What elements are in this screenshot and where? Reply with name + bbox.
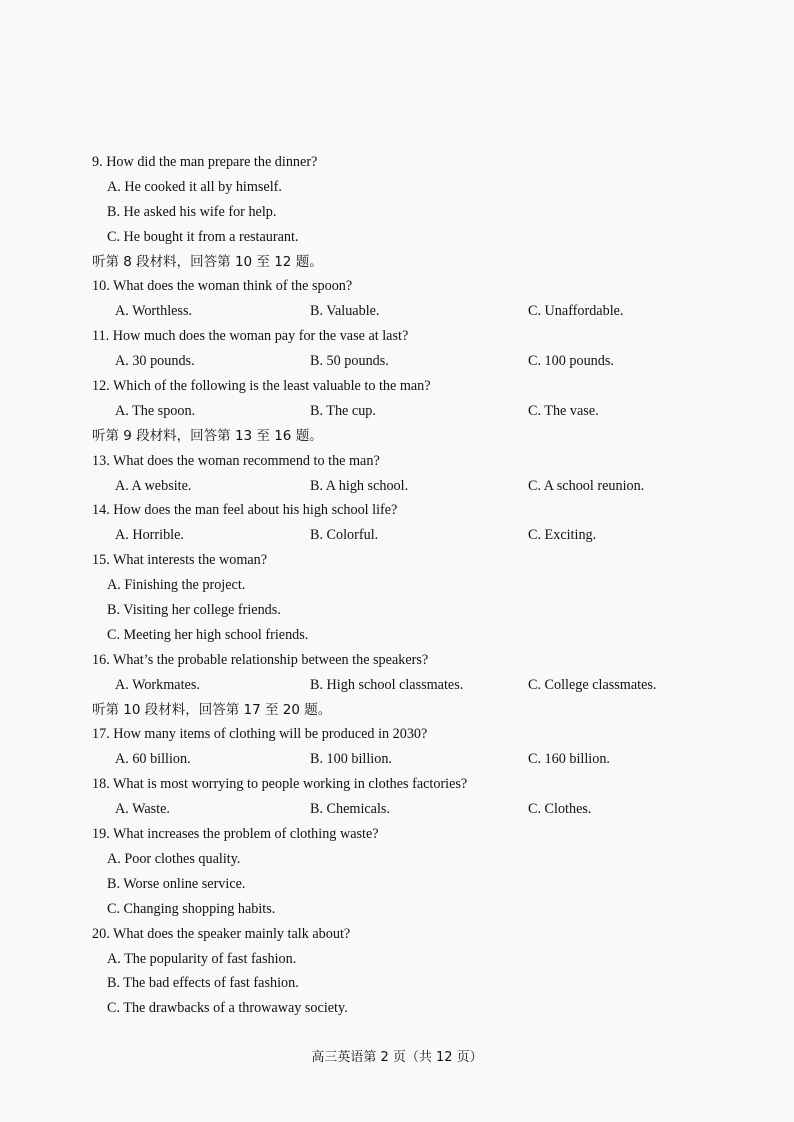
- option-19c: C. Changing shopping habits.: [107, 900, 276, 917]
- option-14c: C. Exciting.: [528, 527, 597, 544]
- options-11: [92, 349, 732, 374]
- question-14: 14. How does the man feel about his high school life?: [92, 502, 398, 519]
- question-list: [92, 150, 732, 1021]
- option-18b: B. Chemicals.: [310, 801, 390, 818]
- option-17a: A. 60 billion.: [115, 751, 191, 768]
- question-20: 20. What does the speaker mainly talk about?: [92, 925, 351, 942]
- option-12a: A. The spoon.: [115, 402, 196, 419]
- options-12: [92, 399, 732, 424]
- question-12: 12. Which of the following is the least valuable to the man?: [92, 378, 431, 395]
- options-18: [92, 797, 732, 822]
- option-17c: C. 160 billion.: [528, 751, 610, 768]
- option-10b: B. Valuable.: [310, 303, 380, 320]
- option-11b: B. 50 pounds.: [310, 353, 389, 370]
- option-11c: C. 100 pounds.: [528, 353, 614, 370]
- option-20b: B. The bad effects of fast fashion.: [107, 975, 299, 992]
- options-10: [92, 299, 732, 324]
- option-15b: B. Visiting her college friends.: [107, 602, 281, 619]
- option-10c: C. Unaffordable.: [528, 303, 624, 320]
- option-18a: A. Waste.: [115, 801, 170, 818]
- section-10-heading: 听第 10 段材料，回答第 17 至 20 题。: [92, 701, 332, 718]
- options-13: [92, 474, 732, 499]
- option-14b: B. Colorful.: [310, 527, 379, 544]
- option-9c: C. He bought it from a restaurant.: [107, 228, 299, 245]
- option-20a: A. The popularity of fast fashion.: [107, 950, 297, 967]
- options-14: [92, 523, 732, 548]
- option-18c: C. Clothes.: [528, 801, 592, 818]
- option-15a: A. Finishing the project.: [107, 577, 246, 594]
- option-12c: C. The vase.: [528, 402, 599, 419]
- question-10: 10. What does the woman think of the spoon?: [92, 278, 353, 295]
- option-16b: B. High school classmates.: [310, 676, 464, 693]
- option-11a: A. 30 pounds.: [115, 353, 195, 370]
- option-19b: B. Worse online service.: [107, 875, 246, 892]
- question-16: 16. What’s the probable relationship between the speakers?: [92, 651, 429, 668]
- question-11: 11. How much does the woman pay for the vase at last?: [92, 328, 409, 345]
- question-9: 9. How did the man prepare the dinner?: [92, 154, 318, 170]
- section-9-heading: 听第 9 段材料，回答第 13 至 16 题。: [92, 427, 323, 444]
- option-19a: A. Poor clothes quality.: [107, 850, 241, 867]
- option-16c: C. College classmates.: [528, 676, 657, 693]
- options-16: [92, 673, 732, 698]
- question-17: 17. How many items of clothing will be produced in 2030?: [92, 726, 428, 743]
- page-footer: 高三英语第 2 页（共 12 页）: [311, 1050, 483, 1065]
- option-9b: B. He asked his wife for help.: [107, 203, 277, 220]
- option-13b: B. A high school.: [310, 477, 409, 494]
- option-14a: A. Horrible.: [115, 527, 184, 544]
- option-9a: A. He cooked it all by himself.: [107, 178, 282, 195]
- question-18: 18. What is most worrying to people working in clothes factories?: [92, 776, 468, 793]
- option-13a: A. A website.: [115, 477, 192, 494]
- section-8-heading: 听第 8 段材料，回答第 10 至 12 题。: [92, 253, 323, 270]
- option-12b: B. The cup.: [310, 402, 376, 419]
- option-13c: C. A school reunion.: [528, 477, 645, 494]
- option-20c: C. The drawbacks of a throwaway society.: [107, 1000, 348, 1017]
- question-13: 13. What does the woman recommend to the man?: [92, 452, 380, 469]
- option-17b: B. 100 billion.: [310, 751, 392, 768]
- option-16a: A. Workmates.: [115, 676, 200, 693]
- question-19: 19. What increases the problem of clothing waste?: [92, 826, 379, 843]
- option-10a: A. Worthless.: [115, 303, 193, 320]
- question-15: 15. What interests the woman?: [92, 552, 268, 569]
- option-15c: C. Meeting her high school friends.: [107, 626, 309, 643]
- options-17: [92, 747, 732, 772]
